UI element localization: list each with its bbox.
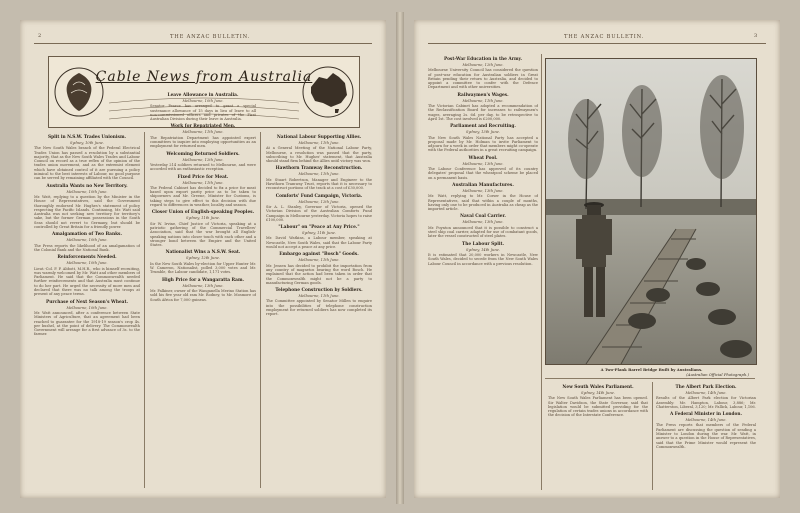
article-headline: Telephone Construction by Soldiers. [275,288,363,294]
photo-credit: (Australian Official Photograph.) [686,372,749,377]
article [150,250,256,274]
article [428,214,538,238]
article-body: The New South Wales National Party has accepted a proposal made by Mr. Holman to invite Parliament to adjourn for a week in order that members might co-operate with the Federal authorities in a great recruiting campaign. [428,135,538,153]
article-dateline: Melbourne, 13th June. [462,220,504,225]
article [266,225,372,249]
article [34,184,140,230]
article-dateline: Melbourne, 11th June. [298,294,340,299]
article-body: Mr. Stuart Robertson, Manager and Engineer to the Hawthorn Tramway Trust, reports that it is necessary to reconstruct portions of the track at a cost of £30,000. [266,177,372,191]
section-rule [545,378,755,379]
article-headline: Split in N.S.W. Trades Unionism. [47,135,127,140]
article-body: The New South Wales branch of the Federal Electrical Trades Union has passed a resolution by a substantial majority, that as the New South Wales Trades and Labour Council on record as a true reflex of the opinion of the trades union movement, and as the extremist element which have obtained control of it are pursuing a policy inimical to the best interests of Labour, no good purpose can be served by remaining affiliated with the Council. [34,146,140,181]
article-dateline: Melbourne, 12th June. [462,63,504,67]
bridge-photograph [545,58,757,365]
right-column-2 [548,382,648,492]
article-headline: Comforts' Fund Campaign, Victoria. [275,193,363,199]
article-headline: High Price for a Wangaratta Ram. [162,277,244,283]
article-headline: Australia Wants no New Territory. [46,183,128,189]
right-column-1 [428,54,538,494]
article-body: The Victorian Cabinet has adopted a recommendation of the Reclassification Board for increases to railwaymen's wages, averaging 2s. 6d. per day, to be retrospective to April 1st. The cost involved is £200,000. [428,104,538,121]
article-headline: Wheat Pool. [468,155,498,161]
article-headline: "Labour" on "Peace at Any Price." [278,225,360,231]
article-headline: Embargo against "Bosch" Goods. [279,252,359,258]
article [266,166,372,190]
article [428,183,538,211]
article-body: Results of the Albert Park election for Victorian Assembly: Mr. Hampton, Labour, 3,886; Mr. Chatterston, Liberal, 3,120; Mr. Fallick, Labour, 1,106. [656,396,756,409]
article-dateline: Melbourne, 13th June. [182,283,224,288]
article [150,152,256,172]
article-dateline: Melbourne, 11th June. [298,172,340,177]
left-column-2 [150,90,256,492]
article-body: At a General Meeting of the National Labour Party, Melbourne, a resolution was passed that the party, subscribing to Mr. Hughes' statement, that Australia should stand firm behind the Allies until victory was won. [266,146,372,164]
article-dateline: Sydney, 10th June. [70,141,104,145]
article-dateline: Melbourne, 11th June. [182,130,224,135]
article-body: The Labour Conference has approved of its country delegates' proposal that the wheatpool scheme be placed on a permanent basis. [428,167,538,180]
running-head: THE ANZAC BULLETIN. [170,34,251,40]
article-dateline: Sydney, 14th June. [581,391,615,395]
article-headline: Australian Manufactures. [452,182,514,188]
article-dateline: Melbourne, 14th June. [685,418,727,423]
article [428,242,538,266]
article-headline: New South Wales Parliament. [562,385,634,390]
left-column-1 [34,132,140,492]
article-dateline: Melbourne, 14th June. [685,391,727,395]
article [266,194,372,222]
article-body: Mr. David Watkins, a Labour member, speaking at Newcastle, New South Wales, said that the Labour Party would not accept a peace at any price. [266,236,372,250]
article-headline: The Labour Split. [462,241,504,247]
article-headline: A Federal Minister in London. [669,412,743,418]
page-number: 3 [754,33,758,39]
left-page [20,20,386,498]
article-headline: Railwaymen's Wages. [457,92,509,98]
header-rule [428,43,766,44]
australia-map-emblem-icon [301,63,355,121]
article [266,252,372,285]
article-dateline: Melbourne, 10th June. [66,238,108,243]
article-headline: Amalgamation of Two Banks. [52,232,122,238]
article [150,175,256,208]
right-page [414,20,780,498]
article [34,135,140,181]
page-number: 2 [38,33,42,39]
article-dateline: Melbourne, 11th June. [462,98,504,103]
article-body: The Press reports the likelihood of an amalgamation of the Colonial Bank and the National Bank. [34,243,140,252]
article [34,232,140,252]
article-headline: Parliament and Recruiting. [450,124,516,130]
article-dateline: Sydney, 14th June. [466,247,500,252]
article-body: Senator Pearce has arranged to grant a special sustenance allowance of 15 days in lieu of leave to all non-commissioned officers and privates of the First Australian Division during their leave in Australia. [150,104,256,122]
article-headline: Nationalist Wins a N.S.W. Seat. [165,250,241,256]
article [150,93,256,121]
article-dateline: Sydney, 13th June. [466,130,500,135]
column-rule [652,382,653,490]
article [150,278,256,302]
left-column-3 [266,132,372,492]
article-headline: Reinforcements Needed. [57,255,117,261]
article-body: It is estimated that 20,000 workers in Newcastle, New South Wales, decided to secede from the New South Wales Labour Council in accordance with a previous resolution. [428,252,538,266]
article-dateline: Melbourne, 11th June. [298,258,340,263]
article-body: In the New South Wales by-election for Upper Hunter Mr. W. Cameron, Nationalist, polled 3,000 votes and Mr. Trumble, the Labour candidate, 1,171 votes. [150,261,256,275]
article-dateline: Sydney, 11th June. [302,231,336,236]
article-dateline: Melbourne, 13th June. [462,188,504,193]
article-dateline: Melbourne, 12th June. [298,199,340,204]
article-body: The Press reports that members of the Federal Parliament are discussing the question of sending a Minister to London during the war. Mr. Watt, in answer to a question in the House of Representatives, said that the Prime Minister would represent the Commonwealth. [656,423,756,449]
article-body: Mr. Watt, replying to Mr. Corser in the House of Representatives, said that within a couple of months, having only one to be produced in Australia as cheap as the imported article. [428,194,538,212]
article-headline: Closer Union of English-speaking Peoples. [151,210,255,216]
article [428,156,538,180]
column-rule [260,132,261,488]
article-headline: Fixed Price for Meat. [177,174,229,180]
article-headline: The Albert Park Election. [675,385,737,390]
article [266,288,372,316]
article-dateline: Melbourne, 10th June. [182,99,224,103]
article-dateline: Melbourne, 10th June. [66,189,108,194]
article-body: Mr. Falkiner, owner of the Wanganella Merino Station has sold his five year old ram Mr. Rodney, to Mr. Mosmore of South Africa for 7,000 guineas. [150,288,256,302]
article-headline: Welcoming Returned Soldiers. [166,151,240,157]
photo-caption-block [554,367,749,377]
article-dateline: Melbourne, 11th June. [182,180,224,185]
photo-caption: A Two-Plank Barrel Bridge Built by Australians. [600,367,703,372]
article [548,385,648,418]
column-rule [541,54,542,490]
article-body: The Repatriation Department has appointed expert committees to inquire into employing opportunities as an employment for returned men. [150,135,256,149]
article [428,124,538,152]
article-body: The New South Wales Parliament has been opened. Sir Walter Davidson, the State Governor, said that legislation would be submitted providing for the regulation of certain trades unions in accordance with the decision of the Interstate Conference. [548,396,648,418]
article [34,300,140,337]
article-body: Lieut.-Col. F. P. Abbott, M.H.R., who is himself recruiting, was warmly welcomed by Mr. Watt and other members of Parliament. He said that the Commonwealth needed further reinforcements and that Australia must continue to do her part. He urged the necessity of more men and declared that there was no talk among the troops at present of any peace terms. [34,266,140,297]
article-body: Mr. Watt announced, after a conference between State Ministers of Agriculture, that an agreement had been reached to guarantee for the 1918-19 season's crop 4s. per bushel, at the point of delivery. The Commonwealth Government will arrange for a first advance of 3s. to the farmer. [34,310,140,337]
article-dateline: Sydney, 12th June. [186,256,220,261]
article-headline: Post-War Education in the Army. [443,57,523,62]
article-dateline: Melbourne, 11th June. [298,141,340,145]
article [428,93,538,121]
column-rule [144,132,145,488]
article [150,210,256,247]
article-body: Sir W. Irvine, Chief Justice of Victoria, speaking at a patriotic gathering of the Commercial Travellers' Association, said that the war brought all English-speaking nations into closer touch with each other and a stronger bond between the Empire and the United States. [150,221,256,248]
article [266,135,372,163]
article [656,385,756,409]
article-dateline: Melbourne, 10th June. [66,305,108,310]
article-headline: National Labour Supporting Allies. [276,135,362,140]
article-body: Yesterday 214 soldiers returned to Melbourne, and were accorded with an enthusiastic reception. [150,162,256,172]
article-body: The Committee appointed by Senator Millen to enquire into the possibilities of telephone construction employment for returned soldiers has now completed its report. [266,299,372,317]
header-rule [34,43,372,44]
article-headline: Leave Allowance in Australia. [167,93,239,98]
article-dateline: Melbourne, 10th June. [66,261,108,266]
article-headline: Hawthorn Tramway Reconstruction. [275,166,363,172]
running-head: THE ANZAC BULLETIN. [564,34,645,40]
article [150,124,256,148]
article-body: Sir A. L. Stanley, Governor of Victoria, opened the Victorian Division of the Australian Comforts Fund Campaign in Melbourne yesterday. Victoria hopes to raise £100,000. [266,204,372,222]
article [34,255,140,296]
article [428,57,538,90]
article-dateline: Melbourne, 13th June. [462,161,504,166]
article-headline: Purchase of Next Season's Wheat. [46,299,128,305]
article-headline: Naval Coal Carrier. [460,214,506,220]
article-body: The Federal Cabinet has decided to fix a price for meat based upon export parity price as to be taken to shipowners and Mr. Greene, Minister for Customs, is taking steps to give effect to this decision with due regard to differences in weather, locality and season. [150,185,256,208]
article [656,412,756,449]
banner-title: Cable News from Australia [95,69,313,85]
binding-gutter [396,12,404,504]
barrel-bridge-photo-icon [546,59,756,364]
right-column-3 [656,382,756,492]
article-body: Melbourne University Council has considered the question of post-war education for Australian soldiers in Great Britain pending their return to Australia, and decided to appoint a committee to confer with the Defence Department and with other universities. [428,68,538,90]
article-body: Mr. Watt, replying to a question by the Minister in the House of Representatives, said the Government thoroughly endorsed Mr. Hughes's statement of policy respecting the Pacific Islands. Continuing, Mr. Watt said Australia was not seeking new territory for territory's sake, but the former German possessions in the South Seas should not revert to Germany, but should be controlled by Great Britain for a friendly power. [34,194,140,230]
article-dateline: Melbourne, 12th June. [182,157,224,162]
article-body: Mr. Jensen has decided to prohibit the importation from any country of magnetos bearing the word Bosch. He explained that the action had been taken in order that the Commonwealth might not be a party to manufacturing German goods. [266,263,372,285]
article-dateline: Sydney, 11th June. [186,216,220,221]
article-headline: Work for Repatriated Men. [170,124,236,130]
article-body: Mr. Poynton announced that it is possible to construct a steel ship coal carrier, adapted for use of combatant goods, later the vessel constructed of steel plates. [428,225,538,239]
